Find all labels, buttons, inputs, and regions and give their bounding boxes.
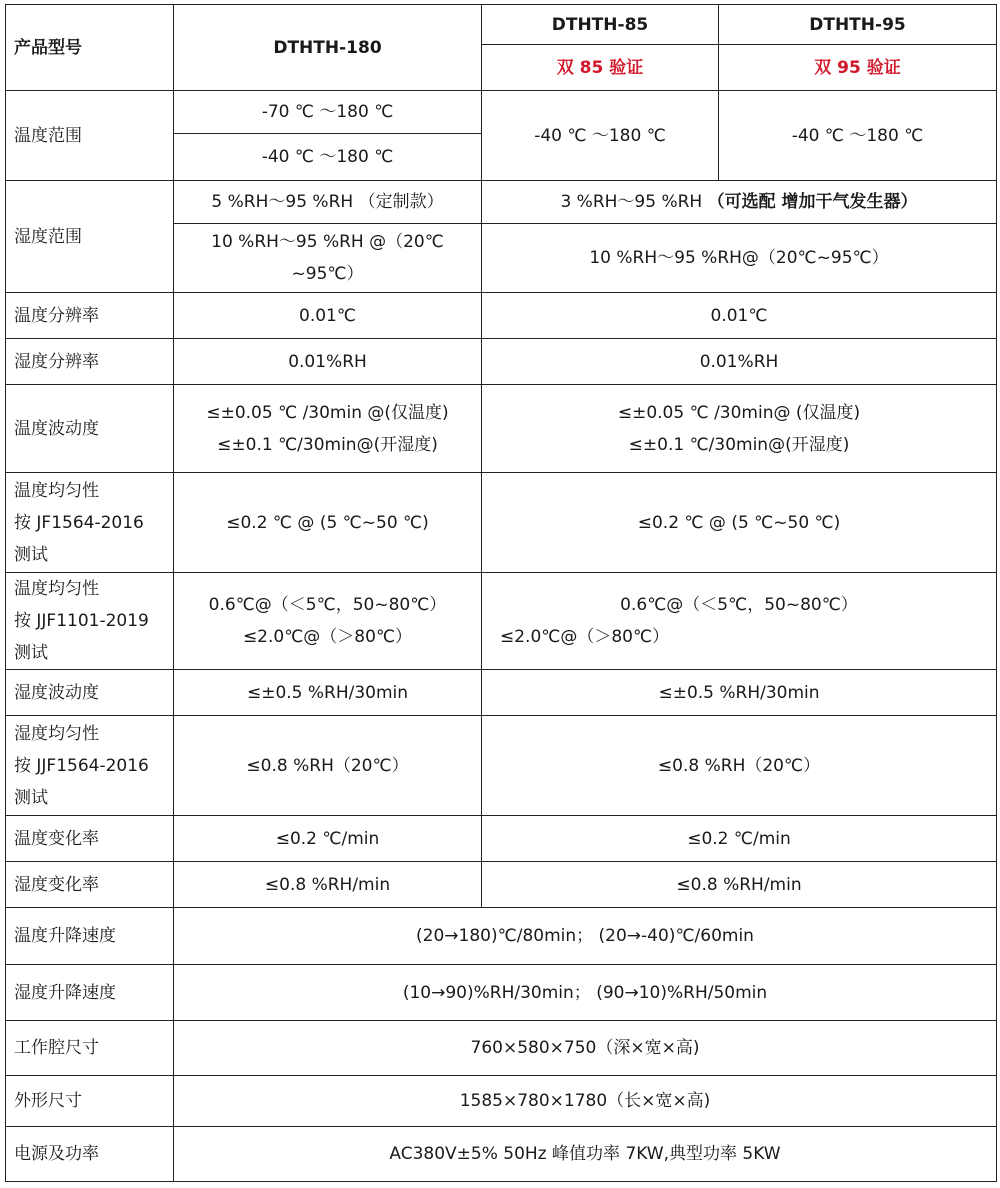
- header-label: 产品型号: [6, 5, 174, 91]
- temp-uniform1-label: [6, 473, 174, 573]
- humid-uniform-label-line3: 测试: [14, 787, 48, 808]
- temp-uniform2-m23-line1: 0.6℃@（＜5℃，50~80℃）: [620, 595, 858, 615]
- temp-uniform2-m1-line1: 0.6℃@（＜5℃，50~80℃）: [208, 595, 447, 615]
- humid-resolution-m1: 0.01%RH: [174, 339, 482, 385]
- model-2-certification: 双 85 验证: [482, 45, 719, 91]
- temp-range-m1-b: -40 ℃ ～180 ℃: [174, 134, 482, 181]
- temp-uniform1-m1: ≤0.2 ℃ @ (5 ℃~50 ℃): [174, 473, 482, 573]
- temp-uniform2-label-line1: 温度均匀性: [14, 579, 99, 599]
- temp-ramp-label: 温度升降速度: [6, 908, 174, 965]
- spec-table: [5, 4, 997, 1182]
- temp-resolution-m1: 0.01℃: [174, 293, 482, 339]
- humid-fluct-m1: ≤±0.5 %RH/30min: [174, 670, 482, 716]
- temp-uniform2-m1-line2: ≤2.0℃@（＞80℃）: [242, 627, 413, 647]
- temp-range-m1-a: -70 ℃ ～180 ℃: [174, 91, 482, 134]
- temp-uniform2-m1: [174, 573, 482, 670]
- humid-change-rate-m1: ≤0.8 %RH/min: [174, 862, 482, 908]
- humid-uniform-row: [6, 716, 997, 816]
- model-1-name: DTHTH-180: [174, 5, 482, 91]
- temp-uniform2-label: [6, 573, 174, 670]
- humid-range-row: [6, 181, 997, 224]
- humid-uniform-m23: ≤0.8 %RH（20℃）: [482, 716, 997, 816]
- outer-size-value: 1585×780×1780（长×宽×高): [174, 1076, 997, 1127]
- humid-uniform-label-line1: 湿度均匀性: [14, 723, 99, 744]
- outer-size-label: 外形尺寸: [6, 1076, 174, 1127]
- humid-change-rate-label: 湿度变化率: [6, 862, 174, 908]
- temp-resolution-row: [6, 293, 997, 339]
- temp-fluct-m1-line1: ≤±0.05 ℃ /30min @(仅温度): [206, 402, 449, 423]
- humid-change-rate-m23: ≤0.8 %RH/min: [482, 862, 997, 908]
- temp-fluct-m23-line2: ≤±0.1 ℃/30min@(开湿度): [628, 434, 850, 455]
- temp-ramp-row: [6, 908, 997, 965]
- humid-uniform-m1: ≤0.8 %RH（20℃）: [174, 716, 482, 816]
- outer-size-row: [6, 1076, 997, 1127]
- humid-fluct-row: [6, 670, 997, 716]
- temp-fluct-m23-line1: ≤±0.05 ℃ /30min@ (仅温度): [617, 402, 861, 423]
- chamber-size-label: 工作腔尺寸: [6, 1021, 174, 1076]
- temp-uniform2-label-line2: 按 JJF1101-2019: [14, 611, 149, 631]
- temp-range-m2: -40 ℃ ～180 ℃: [482, 91, 719, 181]
- humid-uniform-label: [6, 716, 174, 816]
- humid-fluct-m23: ≤±0.5 %RH/30min: [482, 670, 997, 716]
- temp-change-rate-label: 温度变化率: [6, 816, 174, 862]
- humid-uniform-label-line2: 按 JJF1564-2016: [14, 755, 149, 776]
- temp-uniform1-label-line1: 温度均匀性: [14, 480, 99, 501]
- power-label: 电源及功率: [6, 1127, 174, 1182]
- temp-uniform1-m23: ≤0.2 ℃ @ (5 ℃~50 ℃): [482, 473, 997, 573]
- temp-uniform2-row: [6, 573, 997, 670]
- temp-range-row: [6, 91, 997, 134]
- humid-range-m23-a: [482, 181, 997, 224]
- temp-resolution-m23: 0.01℃: [482, 293, 997, 339]
- chamber-size-row: [6, 1021, 997, 1076]
- temp-ramp-value: (20→180)℃/80min； (20→-40)℃/60min: [174, 908, 997, 965]
- humid-change-rate-row: [6, 862, 997, 908]
- humid-range-m1-b: [174, 224, 482, 293]
- header-row: [6, 5, 997, 45]
- humid-resolution-label: 湿度分辨率: [6, 339, 174, 385]
- humid-range-m23-a-text: 3 %RH～95 %RH: [560, 192, 708, 212]
- temp-range-m3: -40 ℃ ～180 ℃: [719, 91, 997, 181]
- temp-change-rate-m1: ≤0.2 ℃/min: [174, 816, 482, 862]
- humid-range-m23-b: 10 %RH～95 %RH@（20℃~95℃）: [482, 224, 997, 293]
- temp-fluct-m23: [482, 385, 997, 473]
- temp-uniform2-m23: [482, 573, 997, 670]
- temp-fluct-label: 温度波动度: [6, 385, 174, 473]
- temp-uniform2-label-line3: 测试: [14, 643, 48, 663]
- temp-change-rate-m23: ≤0.2 ℃/min: [482, 816, 997, 862]
- power-value: AC380V±5% 50Hz 峰值功率 7KW,典型功率 5KW: [174, 1127, 997, 1182]
- humid-range-m1-b-line2: ~95℃）: [291, 264, 364, 284]
- temp-uniform1-label-line2: 按 JF1564-2016: [14, 512, 144, 533]
- humid-range-m1-a: 5 %RH～95 %RH （定制款）: [174, 181, 482, 224]
- power-row: [6, 1127, 997, 1182]
- temp-fluct-row: [6, 385, 997, 473]
- chamber-size-value: 760×580×750（深×宽×高): [174, 1021, 997, 1076]
- temp-resolution-label: 温度分辨率: [6, 293, 174, 339]
- humid-range-m1-b-line1: 10 %RH～95 %RH @（20℃: [211, 232, 444, 252]
- temp-fluct-m1-line2: ≤±0.1 ℃/30min@(开湿度): [217, 434, 438, 455]
- temp-uniform2-m23-line2: ≤2.0℃@（＞80℃）: [500, 627, 670, 647]
- temp-uniform1-row: [6, 473, 997, 573]
- model-3-certification: 双 95 验证: [719, 45, 997, 91]
- humid-ramp-value: (10→90)%RH/30min； (90→10)%RH/50min: [174, 965, 997, 1021]
- temp-change-rate-row: [6, 816, 997, 862]
- humid-fluct-label: 湿度波动度: [6, 670, 174, 716]
- temp-fluct-m1: [174, 385, 482, 473]
- humid-resolution-row: [6, 339, 997, 385]
- temp-uniform1-label-line3: 测试: [14, 544, 48, 565]
- model-2-name: DTHTH-85: [482, 5, 719, 45]
- humid-resolution-m23: 0.01%RH: [482, 339, 997, 385]
- humid-ramp-row: [6, 965, 997, 1021]
- temp-range-label: 温度范围: [6, 91, 174, 181]
- model-3-name: DTHTH-95: [719, 5, 997, 45]
- humid-ramp-label: 湿度升降速度: [6, 965, 174, 1021]
- humid-range-label: 湿度范围: [6, 181, 174, 293]
- humid-range-m23-a-option: （可选配 增加干气发生器）: [707, 192, 918, 212]
